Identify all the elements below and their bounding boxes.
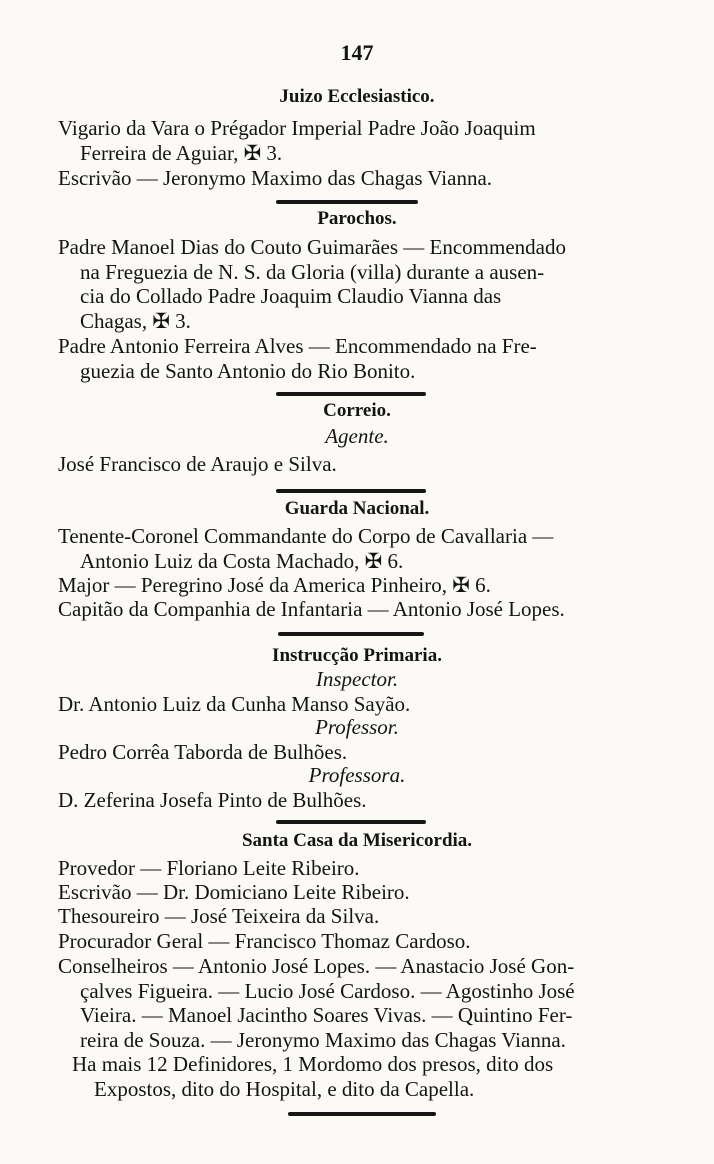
- entry-professora: [58, 788, 680, 813]
- subtitle-professor: Professor.: [315, 715, 399, 739]
- text-line: Major — Peregrino José da America Pinheiro, ✠ 6.: [58, 573, 491, 597]
- page-number: 147: [340, 40, 374, 65]
- text-line: reira de Souza. — Jeronymo Maximo das Chagas Vianna.: [80, 1027, 566, 1052]
- entry-professor: [58, 740, 680, 765]
- text-line: Provedor — Floriano Leite Ribeiro.: [58, 856, 360, 880]
- text-line: guezia de Santo Antonio do Rio Bonito.: [80, 358, 416, 383]
- section-divider: [276, 392, 426, 396]
- text-line: Tenente-Coronel Commandante do Corpo de Cavallaria —: [58, 524, 554, 548]
- entry-definidores: [72, 1052, 684, 1101]
- entry-agente: [58, 452, 680, 477]
- section-title-parochos: Parochos.: [317, 208, 397, 229]
- text-line: Vigario da Vara o Prégador Imperial Padre João Joaquim: [58, 116, 536, 140]
- text-line: Ferreira de Aguiar, ✠ 3.: [80, 140, 283, 165]
- section-title-santa-casa: Santa Casa da Misericordia.: [241, 830, 473, 851]
- text-line: Pedro Corrêa Taborda de Bulhões.: [58, 740, 348, 764]
- subtitle-agente: Agente.: [325, 424, 389, 448]
- section-title-instruccao: Instrucção Primaria.: [272, 645, 442, 666]
- entry-escrivao-juizo: [58, 166, 680, 191]
- text-line: Ha mais 12 Definidores, 1 Mordomo dos presos, dito dos: [72, 1052, 554, 1076]
- entry-inspector: [58, 692, 680, 717]
- section-title-correio: Correio.: [323, 400, 391, 421]
- text-line: Expostos, dito do Hospital, e dito da Capella.: [94, 1076, 475, 1101]
- text-line: Escrivão — Jeronymo Maximo das Chagas Vianna.: [58, 166, 493, 190]
- section-divider: [288, 1112, 436, 1116]
- section-divider: [278, 632, 424, 636]
- text-line: Padre Manoel Dias do Couto Guimarães — Encommendado: [58, 235, 566, 259]
- entry-escrivao-santa-casa: [58, 880, 680, 905]
- text-line: cia do Collado Padre Joaquim Claudio Vianna das: [80, 284, 502, 308]
- section-divider: [276, 489, 426, 493]
- text-line: Procurador Geral — Francisco Thomaz Cardoso.: [58, 929, 471, 953]
- text-line: D. Zeferina Josefa Pinto de Bulhões.: [58, 788, 367, 812]
- entry-capitao: [58, 597, 680, 622]
- subtitle-professora: Professora.: [308, 763, 406, 787]
- text-line: Padre Antonio Ferreira Alves — Encommendado na Fre-: [58, 334, 537, 358]
- text-line: Vieira. — Manoel Jacintho Soares Vivas. — Quintino Fer-: [80, 1003, 573, 1027]
- entry-thesoureiro: [58, 904, 680, 929]
- section-title-guarda: Guarda Nacional.: [284, 498, 430, 519]
- text-line: Capitão da Companhia de Infantaria — Antonio José Lopes.: [58, 597, 565, 621]
- text-line: Antonio Luiz da Costa Machado, ✠ 6.: [80, 548, 404, 573]
- text-line: José Francisco de Araujo e Silva.: [58, 452, 337, 476]
- entry-major: [58, 573, 680, 598]
- section-divider: [276, 200, 418, 204]
- entry-vigario: [58, 116, 680, 165]
- entry-padre-antonio: [58, 334, 680, 383]
- entry-procurador: [58, 929, 680, 954]
- section-divider: [276, 820, 426, 824]
- text-line: Conselheiros — Antonio José Lopes. — Anastacio José Gon-: [58, 954, 575, 978]
- text-line: Chagas, ✠ 3.: [80, 308, 191, 333]
- section-title-juizo: Juizo Ecclesiastico.: [279, 86, 435, 107]
- text-line: Dr. Antonio Luiz da Cunha Manso Sayão.: [58, 692, 411, 716]
- text-line: Thesoureiro — José Teixeira da Silva.: [58, 904, 380, 928]
- entry-padre-manoel: [58, 235, 680, 333]
- text-line: na Freguezia de N. S. da Gloria (villa) durante a ausen-: [80, 259, 545, 284]
- subtitle-inspector: Inspector.: [315, 667, 399, 691]
- text-line: Escrivão — Dr. Domiciano Leite Ribeiro.: [58, 880, 410, 904]
- entry-conselheiros: [58, 954, 680, 1052]
- entry-tenente-coronel: [58, 524, 680, 573]
- entry-provedor: [58, 856, 680, 881]
- text-line: çalves Figueira. — Lucio José Cardoso. — Agostinho José: [80, 978, 575, 1003]
